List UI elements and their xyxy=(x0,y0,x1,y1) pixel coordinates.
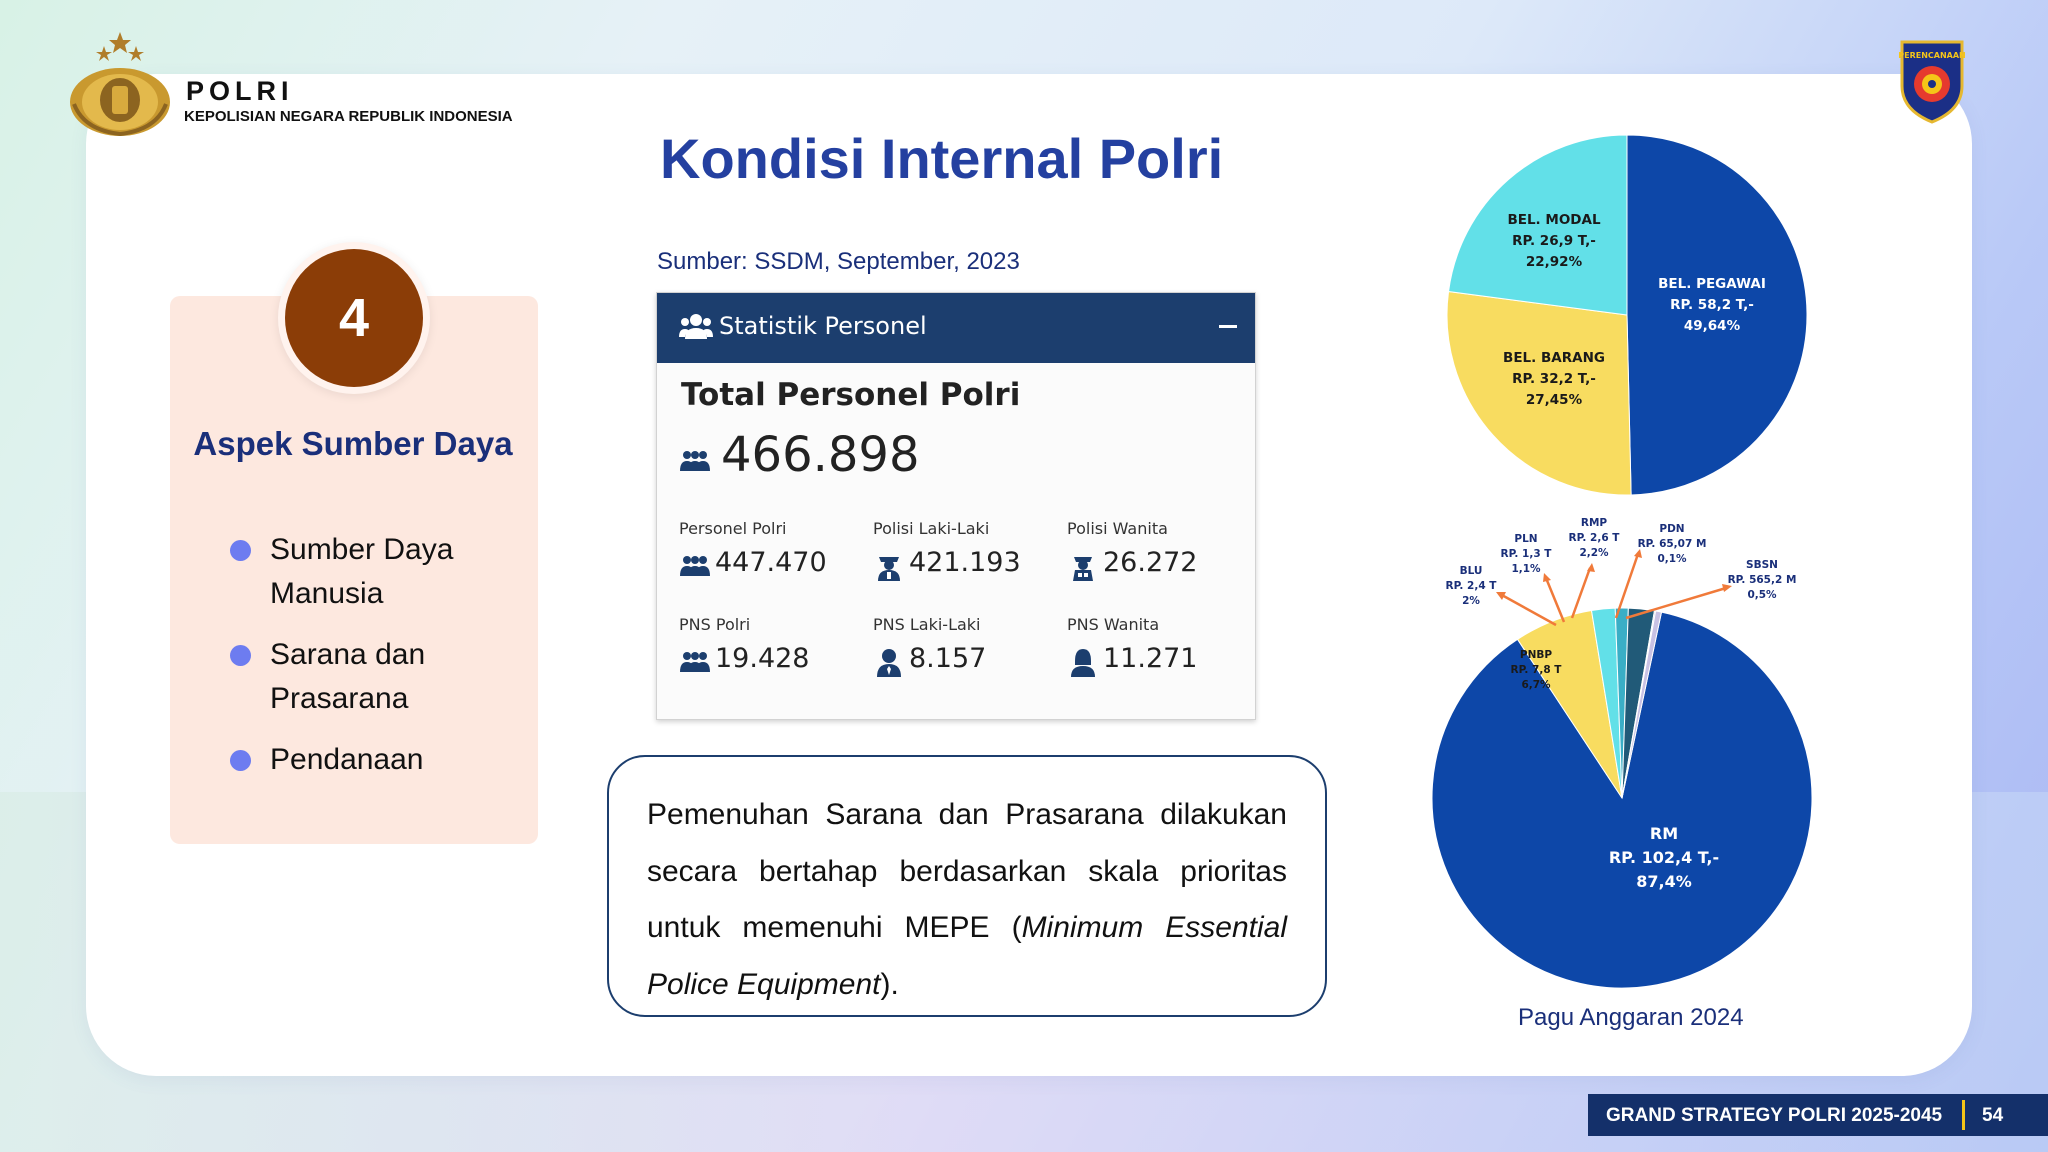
slice-label-amount: RP. 2,6 T xyxy=(1568,532,1620,544)
minimize-icon[interactable] xyxy=(1219,325,1237,328)
perencanaan-logo-text: PERENCANAAN xyxy=(1898,51,1966,60)
slice-label-percent: 1,1% xyxy=(1511,563,1541,575)
aspect-title: Aspek Sumber Daya xyxy=(193,425,513,462)
personnel-stats-widget xyxy=(656,292,1256,720)
stats-header-title: Statistik Personel xyxy=(719,312,927,340)
slice-label-amount: RP. 565,2 M xyxy=(1727,574,1797,586)
slice-label-percent: 2,2% xyxy=(1579,547,1609,559)
org-full-name: KEPOLISIAN NEGARA REPUBLIK INDONESIA xyxy=(184,108,513,125)
group-icon xyxy=(679,647,711,677)
bullet-icon xyxy=(230,645,251,666)
aspect-item-label: Sumber Daya Manusia xyxy=(270,533,454,610)
footer-bar xyxy=(1588,1094,2048,1136)
bullet-icon xyxy=(230,750,251,771)
stat-value: 19.428 xyxy=(715,643,810,674)
stat-label: PNS Polri xyxy=(679,615,751,634)
aspect-item xyxy=(228,633,528,721)
total-personnel-value: 466.898 xyxy=(721,427,920,483)
stat-value: 8.157 xyxy=(909,643,987,674)
aspect-list xyxy=(228,528,528,799)
slice-label-amount: RP. 32,2 T,- xyxy=(1512,371,1596,387)
note-text-part: Pemenuhan Sarana dan Prasarana dilakukan secara bertahap berdasarkan skala prioritas untuk memenuhi MEPE ( xyxy=(647,798,1287,944)
slice-label-name: RM xyxy=(1649,824,1679,843)
leader-line-sbsn xyxy=(1626,588,1726,618)
slice-label-amount: RP. 58,2 T,- xyxy=(1670,297,1754,313)
note-text-end: ). xyxy=(880,967,899,1001)
source-caption: Sumber: SSDM, September, 2023 xyxy=(657,248,1020,275)
perencanaan-shield-icon xyxy=(1896,34,1968,124)
stat-label: PNS Wanita xyxy=(1067,615,1160,634)
aspect-item xyxy=(228,528,528,616)
stat-label: Personel Polri xyxy=(679,519,787,538)
slice-label-amount: RP. 1,3 T xyxy=(1500,548,1552,560)
group-icon xyxy=(679,551,711,581)
group-icon xyxy=(679,450,711,472)
slice-label-name: BEL. BARANG xyxy=(1503,350,1605,366)
slice-label-amount: RP. 7,8 T xyxy=(1510,664,1562,676)
slice-label-percent: 2% xyxy=(1462,595,1480,607)
stat-label: Polisi Laki-Laki xyxy=(873,519,990,538)
stat-value: 421.193 xyxy=(909,547,1021,578)
mepe-note-box xyxy=(607,755,1327,1017)
slice-label-percent: 87,4% xyxy=(1636,872,1692,891)
slice-label-percent: 0,1% xyxy=(1657,553,1687,565)
woman-icon xyxy=(1067,647,1099,677)
police-man-icon xyxy=(873,551,905,581)
note-text-italic: Minimum Essential Police Equipment xyxy=(647,911,1287,1001)
slice-label-amount: RP. 26,9 T,- xyxy=(1512,233,1596,249)
stat-value: 11.271 xyxy=(1103,643,1198,674)
slice-label-name: BEL. PEGAWAI xyxy=(1658,276,1766,292)
mepe-note-text xyxy=(647,787,1287,1013)
polri-emblem-icon xyxy=(64,30,176,140)
stat-label: PNS Laki-Laki xyxy=(873,615,981,634)
stat-label: Polisi Wanita xyxy=(1067,519,1168,538)
slice-label-percent: 22,92% xyxy=(1525,254,1583,270)
aspect-item-label: Sarana dan Prasarana xyxy=(270,638,426,715)
leader-line-blu xyxy=(1500,594,1556,625)
slice-label-percent: 6,7% xyxy=(1521,679,1551,691)
users-icon xyxy=(679,311,713,341)
pagu-chart-caption: Pagu Anggaran 2024 xyxy=(1518,1004,1744,1031)
man-icon xyxy=(873,647,905,677)
slice-label-percent: 0,5% xyxy=(1747,589,1777,601)
footer-divider xyxy=(1962,1100,1965,1130)
stat-value: 447.470 xyxy=(715,547,827,578)
stats-header xyxy=(657,293,1255,363)
slice-label-percent: 49,64% xyxy=(1683,318,1741,334)
leader-line-pln xyxy=(1546,578,1564,622)
page-title: Kondisi Internal Polri xyxy=(660,127,1224,190)
pie-slice-bel-pegawai xyxy=(1627,135,1807,495)
slice-label-name: BLU xyxy=(1459,565,1483,577)
slice-label-name: PLN xyxy=(1514,533,1538,545)
aspect-number-badge: 4 xyxy=(285,249,423,387)
slice-label-name: BEL. MODAL xyxy=(1507,212,1601,228)
pagu-anggaran-pie-chart xyxy=(1376,510,1836,994)
slice-label-amount: RP. 65,07 M xyxy=(1637,538,1707,550)
slice-label-name: PDN xyxy=(1659,523,1685,535)
belanja-pie-chart xyxy=(1446,134,1808,496)
slice-label-amount: RP. 2,4 T xyxy=(1445,580,1497,592)
slice-label-amount: RP. 102,4 T,- xyxy=(1608,848,1720,867)
slice-label-name: PNBP xyxy=(1519,649,1553,661)
stat-value: 26.272 xyxy=(1103,547,1198,578)
footer-label: GRAND STRATEGY POLRI 2025-2045 xyxy=(1606,1105,1943,1126)
slice-label-name: RMP xyxy=(1580,517,1608,529)
aspect-item-label: Pendanaan xyxy=(270,743,424,776)
page-number: 54 xyxy=(1982,1105,2004,1126)
aspect-item xyxy=(228,738,528,782)
slice-label-name: SBSN xyxy=(1746,559,1778,571)
police-woman-icon xyxy=(1067,551,1099,581)
slice-label-percent: 27,45% xyxy=(1525,392,1583,408)
total-personnel-label: Total Personel Polri xyxy=(681,377,1021,413)
org-short-name: POLRI xyxy=(186,76,294,106)
leader-line-rmp xyxy=(1572,568,1590,618)
bullet-icon xyxy=(230,540,251,561)
